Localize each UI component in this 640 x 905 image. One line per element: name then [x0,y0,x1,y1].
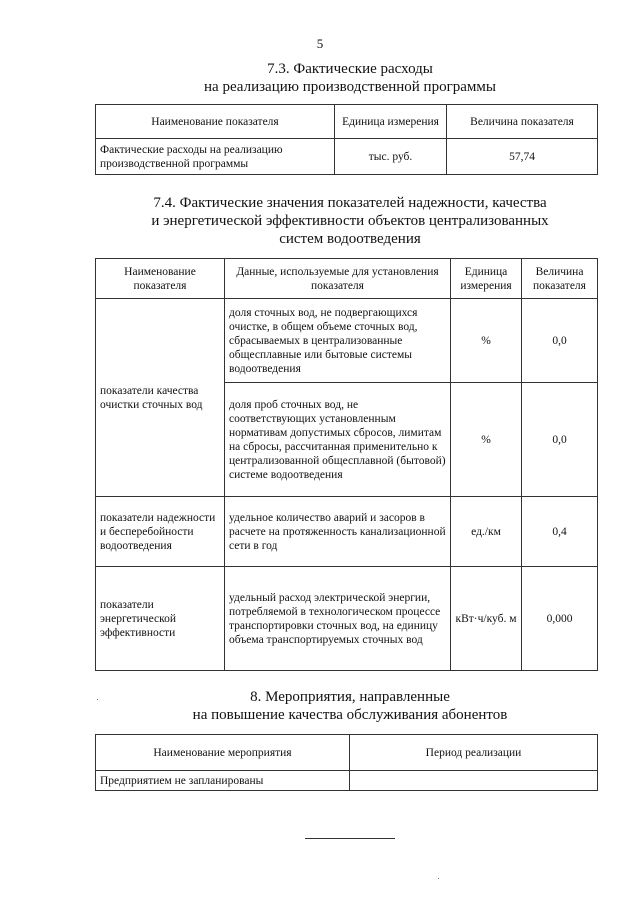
group-name-quality: показатели качества очистки сточных вод [96,299,225,497]
header-value: Величина показателя [522,259,598,299]
cell-unit: ед./км [451,497,522,567]
table-row [96,567,598,671]
table-row [96,299,598,383]
section-7-3-title-line2: на реализацию производственной программы [204,79,496,95]
end-separator-line [305,838,395,839]
header-data: Данные, используемые для установления показателя [225,259,451,299]
table-row [96,139,598,175]
section-7-3-title [60,60,640,96]
page-number: 5 [316,36,324,51]
table-row [96,771,598,791]
section-7-4-title-line2: и энергетической эффективности объектов централизованных [151,213,549,229]
header-name: Наименование мероприятия [96,735,350,771]
group-name-energy: показатели энергетической эффективности [96,567,225,671]
cell-name: Предприятием не запланированы [96,771,350,791]
cell-data: удельный расход электрической энергии, потребляемой в технологическом процессе транспортировки сточных вод, на единицу объема транспортируемых сточных вод [225,567,451,671]
section-7-4-title-line3: систем водоотведения [279,231,421,247]
cell-name: Фактические расходы на реализацию производственной программы [96,139,335,175]
cell-data: удельное количество аварий и засоров в расчете на протяженность канализационной сети в год [225,497,451,567]
header-unit: Единица измерения [451,259,522,299]
scan-speck [97,699,98,700]
section-8-title [60,688,640,724]
header-name: Наименование показателя [96,259,225,299]
table-7-3 [95,104,598,175]
header-period: Период реализации [350,735,598,771]
table-row [96,497,598,567]
header-unit: Единица измерения [335,105,447,139]
cell-value: 0,4 [522,497,598,567]
table-7-4 [95,258,598,671]
cell-value: 0,0 [522,383,598,497]
cell-period [350,771,598,791]
group-name-reliability: показатели надежности и бесперебойности водоотведения [96,497,225,567]
table-8 [95,734,598,791]
section-8-title-line2: на повышение качества обслуживания абонентов [192,707,508,723]
scan-speck [438,878,439,879]
section-7-4-title [60,194,640,248]
cell-value: 57,74 [447,139,598,175]
section-8-title-line1: 8. Мероприятия, направленные [250,689,450,705]
section-7-3-title-line1: 7.3. Фактические расходы [267,61,433,77]
section-7-4-title-line1: 7.4. Фактические значения показателей надежности, качества [153,195,547,211]
header-value: Величина показателя [447,105,598,139]
cell-value: 0,000 [522,567,598,671]
cell-unit: % [451,383,522,497]
cell-unit: кВт·ч/куб. м [451,567,522,671]
cell-data: доля проб сточных вод, не соответствующих установленным нормативам допустимых сбросов, лимитам на сбросы, рассчитанная применительно к централизованной общесплавной (бытовой) системе водоотведения [225,383,451,497]
cell-data: доля сточных вод, не подвергающихся очистке, в общем объеме сточных вод, сбрасываемых в централизованные общесплавные или бытовые системы водоотведения [225,299,451,383]
cell-value: 0,0 [522,299,598,383]
header-name: Наименование показателя [96,105,335,139]
cell-unit: тыс. руб. [335,139,447,175]
cell-unit: % [451,299,522,383]
